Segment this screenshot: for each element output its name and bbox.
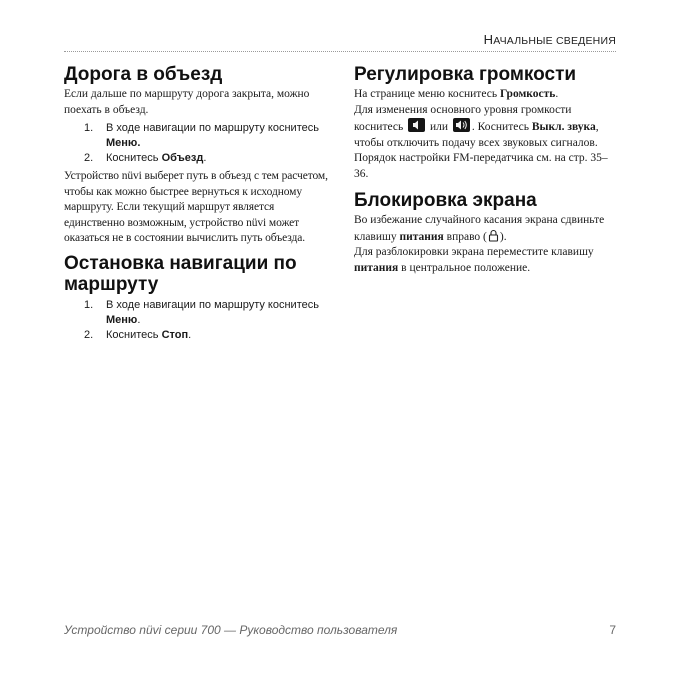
lock-line-1: Во избежание случайного касания экрана сдвиньте клавишу питания вправо ( ). xyxy=(354,214,605,243)
section-title-screen-lock: Блокировка экрана xyxy=(354,190,537,211)
section-title-detour: Дорога в объезд xyxy=(64,64,223,85)
section-title-volume: Регулировка громкости xyxy=(354,64,577,85)
header-divider xyxy=(64,51,616,52)
detour-description: Устройство nüvi выберет путь в объезд с тем расчетом, чтобы как можно быстрее вернуться к исходному маршруту. Если текущий маршрут является единственно возможным, устройство nüvi может оказаться не в состоянии вычислить путь объезда. xyxy=(64,170,328,244)
list-item: 1. В ходе навигации по маршруту коснитесь Меню. xyxy=(84,122,319,149)
volume-line-2: Для изменения основного уровня громкости коснитесь или . Коснитесь Выкл. звука, чтобы отключить подачу всех звуковых сигналов. Порядок настройки FM-передатчика см. на стр. 35–36. xyxy=(354,103,608,180)
volume-line-1: На странице меню коснитесь Громкость. xyxy=(354,88,559,100)
list-item: 2. Коснитесь Объезд. xyxy=(84,152,207,164)
detour-steps xyxy=(64,121,332,166)
page-footer xyxy=(64,623,616,637)
section-title-stop-navigation: Остановка навигации по маршруту xyxy=(64,252,297,295)
right-column xyxy=(354,60,618,276)
list-item: 2. Коснитесь Стоп. xyxy=(84,328,192,341)
lock-line-2: Для разблокировки экрана переместите клавишу питания в центральное положение. xyxy=(354,246,594,274)
footer-title: Устройство nüvi серии 700 — Руководство пользователя xyxy=(64,623,398,637)
list-item: 1. В ходе навигации по маршруту коснитесь Меню. xyxy=(84,298,319,326)
lock-icon xyxy=(488,229,499,242)
stop-steps xyxy=(64,298,332,343)
left-column xyxy=(64,60,332,346)
detour-intro: Если дальше по маршруту дорога закрыта, можно поехать в объезд. xyxy=(64,88,310,116)
volume-down-icon xyxy=(408,118,425,132)
page-number: 7 xyxy=(609,623,616,637)
volume-up-icon xyxy=(453,118,470,132)
running-header: НАЧАЛЬНЫЕ СВЕДЕНИЯ xyxy=(483,32,616,47)
